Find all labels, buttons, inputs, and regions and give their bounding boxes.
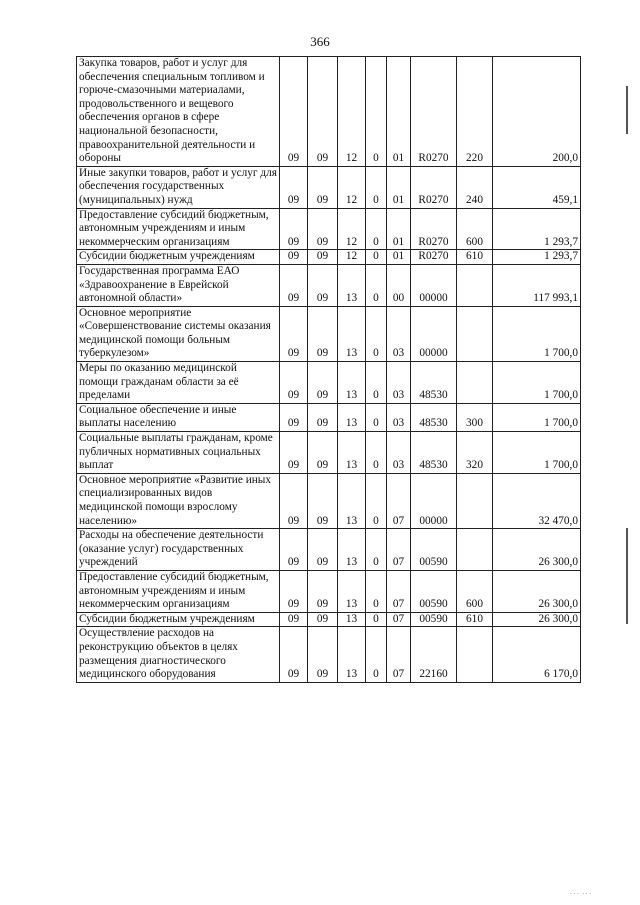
cell-subprogram: 0 bbox=[366, 529, 387, 571]
cell-amount: 117 993,1 bbox=[493, 264, 581, 306]
cell-section: 09 bbox=[280, 627, 308, 682]
cell-expense-type bbox=[457, 473, 493, 528]
cell-program: 13 bbox=[338, 570, 366, 612]
cell-measure: 01 bbox=[387, 57, 411, 167]
table-row bbox=[77, 208, 581, 250]
cell-subsection: 09 bbox=[308, 627, 338, 682]
cell-section: 09 bbox=[280, 250, 308, 265]
cell-program: 13 bbox=[338, 264, 366, 306]
cell-name: Социальное обеспечение и иные выплаты населению bbox=[77, 403, 280, 431]
cell-measure: 07 bbox=[387, 529, 411, 571]
table-row bbox=[77, 362, 581, 404]
cell-amount: 26 300,0 bbox=[493, 529, 581, 571]
table-row bbox=[77, 250, 581, 265]
cell-name: Субсидии бюджетным учреждениям bbox=[77, 612, 280, 627]
cell-subsection: 09 bbox=[308, 403, 338, 431]
cell-subsection: 09 bbox=[308, 612, 338, 627]
cell-name: Закупка товаров, работ и услуг для обеспечения специальным топливом и горюче-смазочными материалами, продовольственного и вещевого обеспечения органов в сфере национальной безопасности, правоохранительной деятельности и обороны bbox=[77, 57, 280, 167]
cell-subsection: 09 bbox=[308, 362, 338, 404]
cell-expense-type: 600 bbox=[457, 570, 493, 612]
cell-name: Расходы на обеспечение деятельности (оказание услуг) государственных учреждений bbox=[77, 529, 280, 571]
scan-edge-mark bbox=[626, 528, 628, 624]
cell-name: Социальные выплаты гражданам, кроме публичных нормативных социальных выплат bbox=[77, 432, 280, 474]
cell-expense-type bbox=[457, 362, 493, 404]
cell-subprogram: 0 bbox=[366, 166, 387, 208]
cell-subprogram: 0 bbox=[366, 627, 387, 682]
cell-subsection: 09 bbox=[308, 473, 338, 528]
cell-measure: 00 bbox=[387, 264, 411, 306]
table-row bbox=[77, 612, 581, 627]
cell-subprogram: 0 bbox=[366, 570, 387, 612]
cell-measure: 03 bbox=[387, 306, 411, 361]
table-row bbox=[77, 432, 581, 474]
cell-program: 12 bbox=[338, 208, 366, 250]
cell-amount: 459,1 bbox=[493, 166, 581, 208]
cell-program: 13 bbox=[338, 403, 366, 431]
cell-subprogram: 0 bbox=[366, 208, 387, 250]
cell-expense-type: 300 bbox=[457, 403, 493, 431]
cell-program: 13 bbox=[338, 306, 366, 361]
cell-subprogram: 0 bbox=[366, 362, 387, 404]
cell-direction: R0270 bbox=[411, 250, 457, 265]
cell-amount: 200,0 bbox=[493, 57, 581, 167]
cell-direction: 22160 bbox=[411, 627, 457, 682]
cell-subsection: 09 bbox=[308, 208, 338, 250]
cell-measure: 01 bbox=[387, 208, 411, 250]
cell-subsection: 09 bbox=[308, 529, 338, 571]
cell-amount: 26 300,0 bbox=[493, 612, 581, 627]
cell-expense-type bbox=[457, 529, 493, 571]
cell-section: 09 bbox=[280, 362, 308, 404]
cell-amount: 1 700,0 bbox=[493, 362, 581, 404]
table-row bbox=[77, 473, 581, 528]
cell-subsection: 09 bbox=[308, 264, 338, 306]
cell-subprogram: 0 bbox=[366, 432, 387, 474]
cell-subsection: 09 bbox=[308, 57, 338, 167]
cell-expense-type bbox=[457, 306, 493, 361]
cell-amount: 32 470,0 bbox=[493, 473, 581, 528]
cell-expense-type: 600 bbox=[457, 208, 493, 250]
cell-amount: 6 170,0 bbox=[493, 627, 581, 682]
cell-program: 12 bbox=[338, 166, 366, 208]
cell-expense-type: 220 bbox=[457, 57, 493, 167]
table-row bbox=[77, 264, 581, 306]
cell-program: 13 bbox=[338, 612, 366, 627]
budget-table bbox=[76, 56, 581, 683]
cell-measure: 07 bbox=[387, 627, 411, 682]
cell-measure: 01 bbox=[387, 166, 411, 208]
cell-section: 09 bbox=[280, 264, 308, 306]
cell-name: Иные закупки товаров, работ и услуг для обеспечения государственных (муниципальных) нужд bbox=[77, 166, 280, 208]
cell-subprogram: 0 bbox=[366, 403, 387, 431]
cell-subsection: 09 bbox=[308, 306, 338, 361]
cell-amount: 1 700,0 bbox=[493, 432, 581, 474]
cell-program: 13 bbox=[338, 529, 366, 571]
cell-program: 13 bbox=[338, 432, 366, 474]
cell-name: Государственная программа ЕАО «Здравоохранение в Еврейской автономной области» bbox=[77, 264, 280, 306]
cell-direction: 00000 bbox=[411, 264, 457, 306]
cell-section: 09 bbox=[280, 473, 308, 528]
cell-subsection: 09 bbox=[308, 250, 338, 265]
cell-subprogram: 0 bbox=[366, 473, 387, 528]
cell-program: 13 bbox=[338, 473, 366, 528]
table-row bbox=[77, 627, 581, 682]
cell-expense-type: 610 bbox=[457, 612, 493, 627]
table-row bbox=[77, 403, 581, 431]
cell-expense-type: 240 bbox=[457, 166, 493, 208]
cell-direction: 00000 bbox=[411, 473, 457, 528]
cell-measure: 03 bbox=[387, 362, 411, 404]
cell-subprogram: 0 bbox=[366, 306, 387, 361]
cell-amount: 1 293,7 bbox=[493, 208, 581, 250]
cell-subprogram: 0 bbox=[366, 57, 387, 167]
cell-section: 09 bbox=[280, 166, 308, 208]
scan-artifact: . . . . . . bbox=[570, 888, 591, 896]
cell-direction: R0270 bbox=[411, 57, 457, 167]
cell-section: 09 bbox=[280, 208, 308, 250]
cell-direction: 00590 bbox=[411, 612, 457, 627]
cell-direction: 00000 bbox=[411, 306, 457, 361]
cell-subsection: 09 bbox=[308, 432, 338, 474]
cell-amount: 1 700,0 bbox=[493, 403, 581, 431]
cell-amount: 26 300,0 bbox=[493, 570, 581, 612]
cell-section: 09 bbox=[280, 403, 308, 431]
cell-section: 09 bbox=[280, 529, 308, 571]
page-number: 366 bbox=[310, 34, 330, 49]
cell-name: Основное мероприятие «Совершенствование системы оказания медицинской помощи больным туберкулезом» bbox=[77, 306, 280, 361]
table-row bbox=[77, 306, 581, 361]
cell-expense-type bbox=[457, 264, 493, 306]
cell-program: 13 bbox=[338, 362, 366, 404]
cell-name: Меры по оказанию медицинской помощи гражданам области за её пределами bbox=[77, 362, 280, 404]
cell-direction: R0270 bbox=[411, 166, 457, 208]
cell-name: Осуществление расходов на реконструкцию объектов в целях размещения диагностического медицинского оборудования bbox=[77, 627, 280, 682]
cell-program: 13 bbox=[338, 627, 366, 682]
cell-measure: 03 bbox=[387, 403, 411, 431]
cell-section: 09 bbox=[280, 612, 308, 627]
cell-expense-type bbox=[457, 627, 493, 682]
cell-direction: 00590 bbox=[411, 570, 457, 612]
cell-section: 09 bbox=[280, 306, 308, 361]
cell-expense-type: 320 bbox=[457, 432, 493, 474]
cell-section: 09 bbox=[280, 432, 308, 474]
cell-measure: 07 bbox=[387, 612, 411, 627]
table-row bbox=[77, 529, 581, 571]
cell-subprogram: 0 bbox=[366, 264, 387, 306]
cell-amount: 1 700,0 bbox=[493, 306, 581, 361]
table-body bbox=[77, 57, 581, 683]
cell-direction: 48530 bbox=[411, 403, 457, 431]
cell-subprogram: 0 bbox=[366, 612, 387, 627]
cell-measure: 01 bbox=[387, 250, 411, 265]
cell-name: Основное мероприятие «Развитие иных специализированных видов медицинской помощи взрослому населению» bbox=[77, 473, 280, 528]
cell-section: 09 bbox=[280, 57, 308, 167]
cell-program: 12 bbox=[338, 57, 366, 167]
cell-name: Предоставление субсидий бюджетным, автономным учреждениям и иным некоммерческим организациям bbox=[77, 208, 280, 250]
cell-expense-type: 610 bbox=[457, 250, 493, 265]
scan-edge-mark bbox=[626, 86, 628, 134]
table-row bbox=[77, 166, 581, 208]
cell-direction: R0270 bbox=[411, 208, 457, 250]
table-row bbox=[77, 570, 581, 612]
cell-direction: 48530 bbox=[411, 432, 457, 474]
cell-direction: 48530 bbox=[411, 362, 457, 404]
cell-subsection: 09 bbox=[308, 166, 338, 208]
cell-direction: 00590 bbox=[411, 529, 457, 571]
cell-measure: 07 bbox=[387, 473, 411, 528]
cell-subsection: 09 bbox=[308, 570, 338, 612]
cell-section: 09 bbox=[280, 570, 308, 612]
cell-name: Субсидии бюджетным учреждениям bbox=[77, 250, 280, 265]
cell-measure: 07 bbox=[387, 570, 411, 612]
table-row bbox=[77, 57, 581, 167]
cell-program: 12 bbox=[338, 250, 366, 265]
cell-measure: 03 bbox=[387, 432, 411, 474]
cell-amount: 1 293,7 bbox=[493, 250, 581, 265]
cell-subprogram: 0 bbox=[366, 250, 387, 265]
cell-name: Предоставление субсидий бюджетным, автономным учреждениям и иным некоммерческим организациям bbox=[77, 570, 280, 612]
